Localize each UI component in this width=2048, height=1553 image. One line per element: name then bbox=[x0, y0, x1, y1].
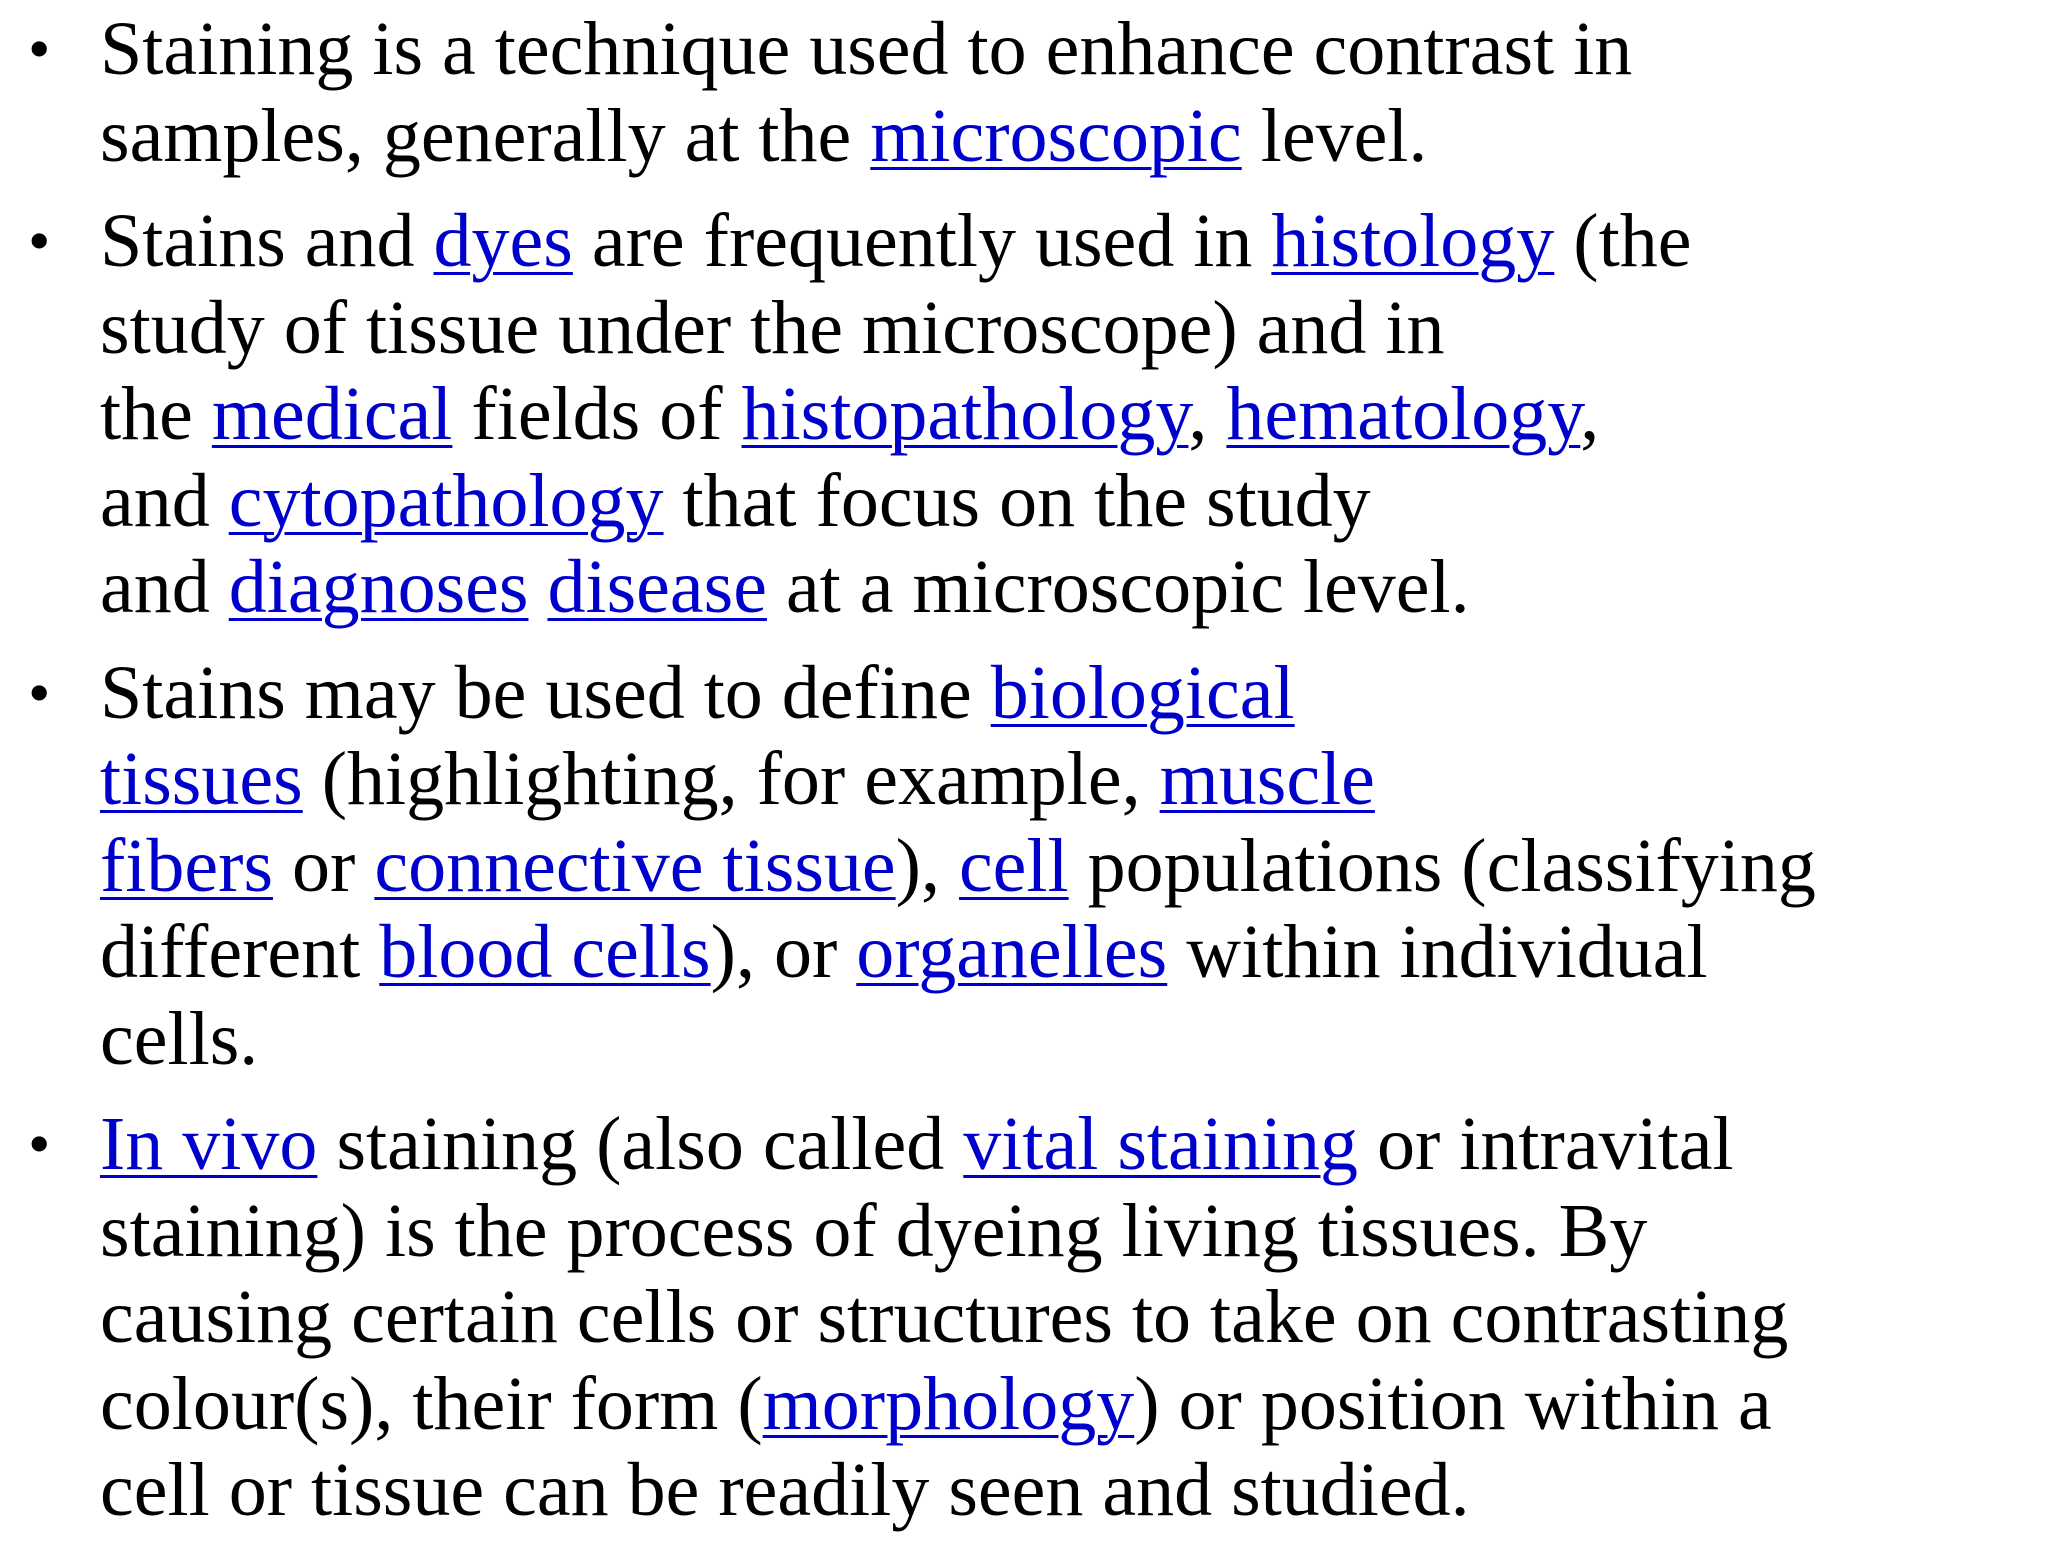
text-segment: and bbox=[100, 458, 229, 543]
text-segment: (the bbox=[1554, 199, 1692, 283]
text-segment: ), bbox=[895, 823, 959, 908]
link-organelles[interactable]: organelles bbox=[856, 910, 1168, 994]
text-segment: study of tissue under the microscope) and in bbox=[100, 285, 1445, 370]
text-segment: cells. bbox=[100, 996, 259, 1081]
bullet-list bbox=[28, 6, 2045, 1553]
link-muscle[interactable]: muscle bbox=[1159, 737, 1375, 821]
text-line bbox=[100, 198, 2045, 285]
link-in-vivo[interactable]: In vivo bbox=[100, 1102, 318, 1186]
text-segment: staining (also called bbox=[317, 1102, 964, 1186]
text-line bbox=[100, 1447, 2045, 1534]
text-line bbox=[100, 93, 2045, 180]
text-segment: Staining is a technique used to enhance contrast in bbox=[100, 7, 1633, 91]
text-segment: are frequently used in bbox=[572, 199, 1272, 283]
link-diagnoses[interactable]: diagnoses bbox=[228, 545, 529, 629]
link-microscopic[interactable]: microscopic bbox=[870, 93, 1242, 178]
link-vital-staining[interactable]: vital staining bbox=[963, 1102, 1358, 1186]
text-line bbox=[100, 996, 2045, 1083]
text-segment: cell or tissue can be readily seen and studied. bbox=[100, 1448, 1470, 1532]
text-segment: that focus on the study bbox=[663, 458, 1371, 543]
text-segment: ), or bbox=[710, 910, 857, 994]
link-cytopathology[interactable]: cytopathology bbox=[228, 458, 664, 543]
bullet-dot-icon: • bbox=[28, 13, 51, 84]
link-connective-tissue[interactable]: connective tissue bbox=[374, 823, 896, 908]
text-segment: (highlighting, for example, bbox=[302, 737, 1160, 821]
link-medical[interactable]: medical bbox=[211, 372, 453, 456]
text-line bbox=[100, 1361, 2045, 1448]
text-segment bbox=[528, 545, 547, 629]
text-line bbox=[100, 823, 2045, 910]
link-disease[interactable]: disease bbox=[547, 545, 767, 629]
text-line bbox=[100, 544, 2045, 631]
text-line bbox=[100, 1101, 2045, 1188]
text-line bbox=[100, 285, 2045, 372]
text-segment: samples, generally at the bbox=[100, 93, 871, 178]
link-dyes[interactable]: dyes bbox=[433, 199, 573, 283]
bullet-item-4 bbox=[28, 1101, 2045, 1534]
bullet-dot-icon: • bbox=[28, 1108, 51, 1179]
text-line bbox=[100, 6, 2045, 93]
text-segment: ) or position within a bbox=[1134, 1361, 1772, 1446]
link-hematology[interactable]: hematology bbox=[1226, 372, 1581, 456]
link-blood-cells[interactable]: blood cells bbox=[379, 910, 711, 994]
text-segment: staining) is the process of dyeing living tissues. By bbox=[100, 1188, 1648, 1273]
bullet-dot-icon: • bbox=[28, 656, 51, 728]
text-segment: colour(s), their form ( bbox=[100, 1361, 763, 1446]
link-tissues[interactable]: tissues bbox=[100, 737, 303, 821]
text-line bbox=[100, 1188, 2045, 1275]
text-segment: and bbox=[100, 545, 229, 629]
text-segment: populations (classifying bbox=[1068, 823, 1816, 908]
text-segment: Stains may be used to define bbox=[100, 650, 991, 735]
link-histology[interactable]: histology bbox=[1271, 199, 1555, 283]
text-line bbox=[100, 1274, 2045, 1361]
text-segment: causing certain cells or structures to take on contrasting bbox=[100, 1275, 1789, 1359]
text-line bbox=[100, 650, 2045, 737]
text-segment: Stains and bbox=[100, 199, 434, 283]
text-line bbox=[100, 458, 2045, 545]
text-line bbox=[100, 909, 2045, 996]
text-segment: , bbox=[1188, 372, 1227, 456]
link-cell[interactable]: cell bbox=[958, 823, 1069, 908]
link-fibers[interactable]: fibers bbox=[100, 823, 274, 908]
link-morphology[interactable]: morphology bbox=[762, 1361, 1135, 1446]
link-histopathology[interactable]: histopathology bbox=[741, 372, 1189, 456]
text-segment: at a microscopic level. bbox=[766, 545, 1470, 629]
text-segment: fields of bbox=[452, 372, 742, 456]
text-segment: different bbox=[100, 910, 380, 994]
link-biological[interactable]: biological bbox=[990, 650, 1295, 735]
bullet-item-2 bbox=[28, 198, 2045, 631]
text-segment: within individual bbox=[1167, 910, 1708, 994]
text-segment: or bbox=[273, 823, 375, 908]
text-segment: or intravital bbox=[1358, 1102, 1734, 1186]
text-line bbox=[100, 371, 2045, 458]
bullet-item-1 bbox=[28, 6, 2045, 179]
text-line bbox=[100, 736, 2045, 823]
text-segment: the bbox=[100, 372, 212, 456]
text-segment: , bbox=[1580, 372, 1600, 456]
bullet-item-3 bbox=[28, 650, 2045, 1083]
text-segment: level. bbox=[1241, 93, 1428, 178]
bullet-dot-icon: • bbox=[28, 205, 51, 276]
